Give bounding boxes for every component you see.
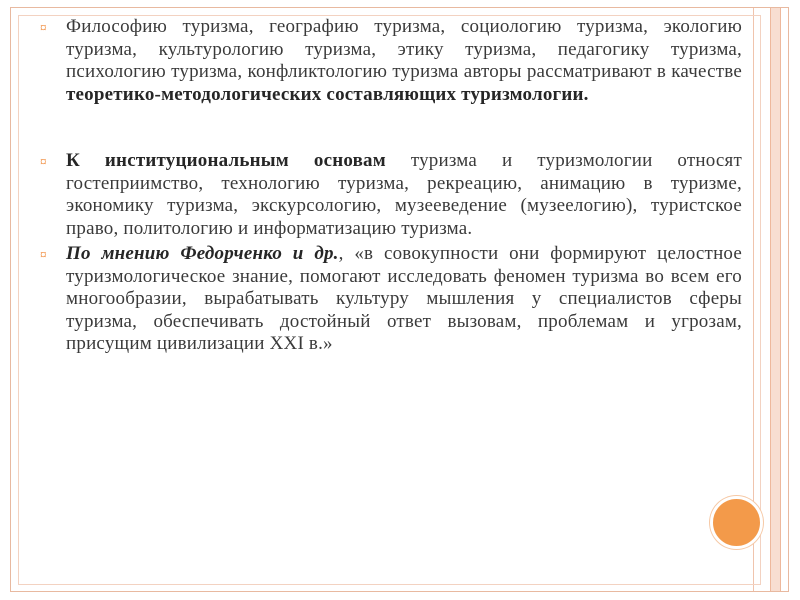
slide-content (40, 16, 742, 356)
paragraph-text: Философию туризма, географию туризма, социологию туризма, экологию туризма, культурологию туризма, этику туризма, педагогику туризма, психологию туризма, конфликтологию туризма авторы рассматривают в качестве (66, 16, 742, 82)
bullet-icon: ¤ (40, 20, 47, 35)
paragraph-text: туризма и туризмологии относят гостеприимство, технологию туризма, рекреацию, анимацию в туризме, экономику туризма, экскурсологию, музееведение (музеелогию), туристское право, политологию и информатизацию туризма. (66, 150, 742, 239)
paragraph-philosophy (40, 16, 742, 106)
bullet-icon: ¤ (40, 154, 47, 169)
paragraph-institutional (40, 150, 742, 240)
side-decorative-band (770, 8, 781, 591)
paragraph-bold-italic-text: По мнению Федорченко и др. (66, 243, 339, 264)
bullet-icon: ¤ (40, 247, 47, 262)
paragraph-text: , «в совокупности они формируют целостное туризмологическое знание, помогают исследовать феномен туризма во всем его многообразии, вырабатывать культуру мышления у специалистов сферы туризма, обеспечивать достойный ответ вызовам, проблемам и угрозам, присущим цивилизации XXI в.» (66, 243, 742, 354)
paragraph-bold-text: К институциональным основам (66, 150, 386, 171)
paragraph-fedorchenko (40, 243, 742, 356)
decorative-orange-circle (710, 496, 763, 549)
paragraph-bold-text: теоретико-методологических составляющих туризмологии. (66, 83, 589, 105)
